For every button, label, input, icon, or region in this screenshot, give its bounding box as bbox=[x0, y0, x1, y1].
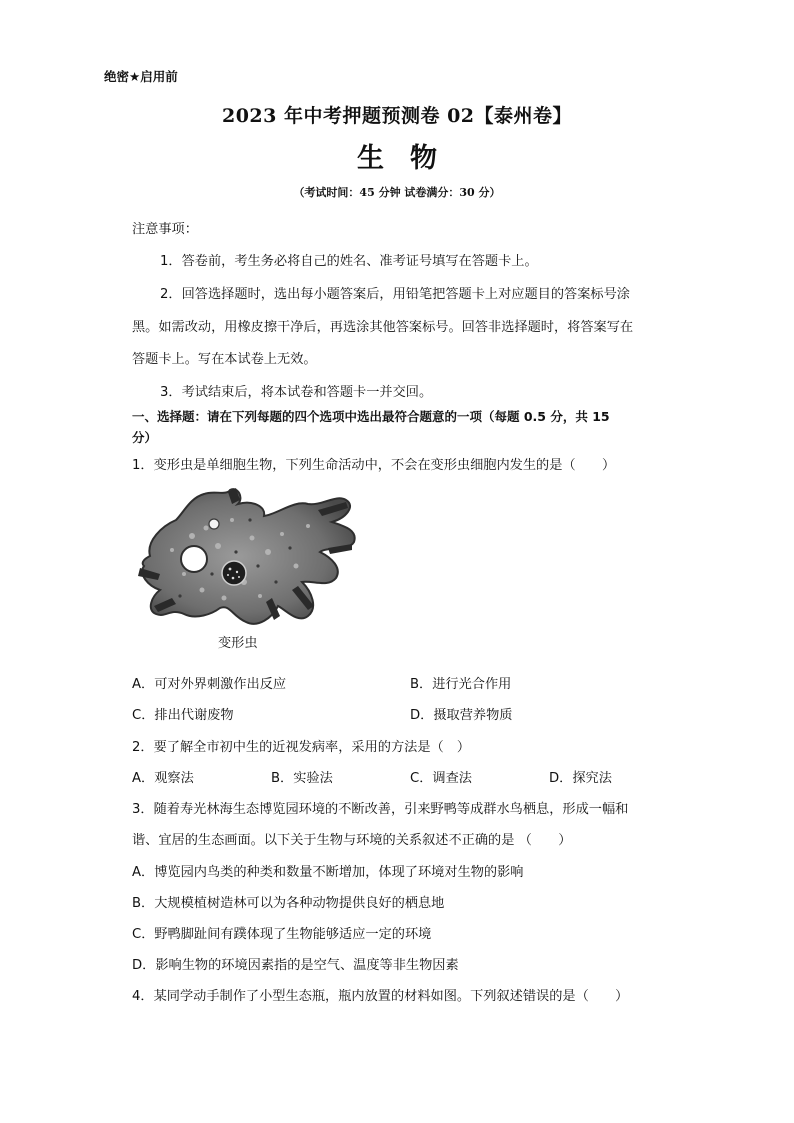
exam-meta: （考试时间：45 分钟 试卷满分：30 分） bbox=[293, 186, 501, 199]
question-1-option-d: D．摄取营养物质 bbox=[410, 708, 513, 723]
notes-item-2-line-2: 黑。如需改动，用橡皮擦干净后，再选涂其他答案标号。回答非选择题时，将答案写在 bbox=[132, 320, 634, 335]
question-1-option-a: A．可对外界刺激作出反应 bbox=[132, 677, 287, 692]
notes-item-2-line-3: 答题卡上。写在本试卷上无效。 bbox=[132, 352, 317, 367]
question-2-option-d: D．探究法 bbox=[549, 771, 612, 786]
question-2-option-a: A．观察法 bbox=[132, 771, 194, 786]
page-title: 2023 年中考押题预测卷 02【泰州卷】 bbox=[221, 105, 573, 127]
question-2-option-c: C．调查法 bbox=[410, 771, 472, 786]
question-4-stem: 4．某同学动手制作了小型生态瓶，瓶内放置的材料如图。下列叙述错误的是（ ） bbox=[132, 989, 629, 1004]
question-1-stem: 1．变形虫是单细胞生物，下列生命活动中，不会在变形虫细胞内发生的是（ ） bbox=[132, 458, 616, 473]
question-3-stem-line-2: 谐、宜居的生态画面。以下关于生物与环境的关系叙述不正确的是 （ ） bbox=[132, 833, 572, 848]
question-2-stem: 2．要了解全市初中生的近视发病率，采用的方法是（ ） bbox=[132, 740, 471, 755]
confidential-label: 绝密★启用前 bbox=[104, 69, 178, 84]
question-1-option-b: B．进行光合作用 bbox=[410, 677, 512, 692]
notes-item-1: 1．答卷前，考生务必将自己的姓名、准考证号填写在答题卡上。 bbox=[160, 254, 538, 269]
subject-title: 生物 bbox=[357, 143, 463, 174]
notes-heading: 注意事项： bbox=[132, 222, 198, 237]
amoeba-icon bbox=[132, 486, 364, 632]
question-3-option-b: B．大规模植树造林可以为各种动物提供良好的栖息地 bbox=[132, 896, 445, 911]
figure-caption: 变形虫 bbox=[218, 636, 258, 651]
section-heading-line-2: 分） bbox=[132, 430, 158, 445]
question-3-option-d: D．影响生物的环境因素指的是空气、温度等非生物因素 bbox=[132, 958, 459, 973]
question-2-option-b: B．实验法 bbox=[271, 771, 333, 786]
question-3-option-a: A．博览园内鸟类的种类和数量不断增加，体现了环境对生物的影响 bbox=[132, 865, 524, 880]
question-3-option-c: C．野鸭脚趾间有蹼体现了生物能够适应一定的环境 bbox=[132, 927, 432, 942]
question-3-stem-line-1: 3．随着寿光林海生态博览园环境的不断改善，引来野鸭等成群水鸟栖息，形成一幅和 bbox=[132, 802, 629, 817]
section-heading-line-1: 一、选择题：请在下列每题的四个选项中选出最符合题意的一项（每题 0.5 分，共 15 bbox=[132, 409, 610, 424]
notes-item-2-line-1: 2．回答选择题时，选出每小题答案后，用铅笔把答题卡上对应题目的答案标号涂 bbox=[160, 287, 630, 302]
notes-item-3: 3．考试结束后，将本试卷和答题卡一并交回。 bbox=[160, 385, 433, 400]
question-1-option-c: C．排出代谢废物 bbox=[132, 708, 234, 723]
